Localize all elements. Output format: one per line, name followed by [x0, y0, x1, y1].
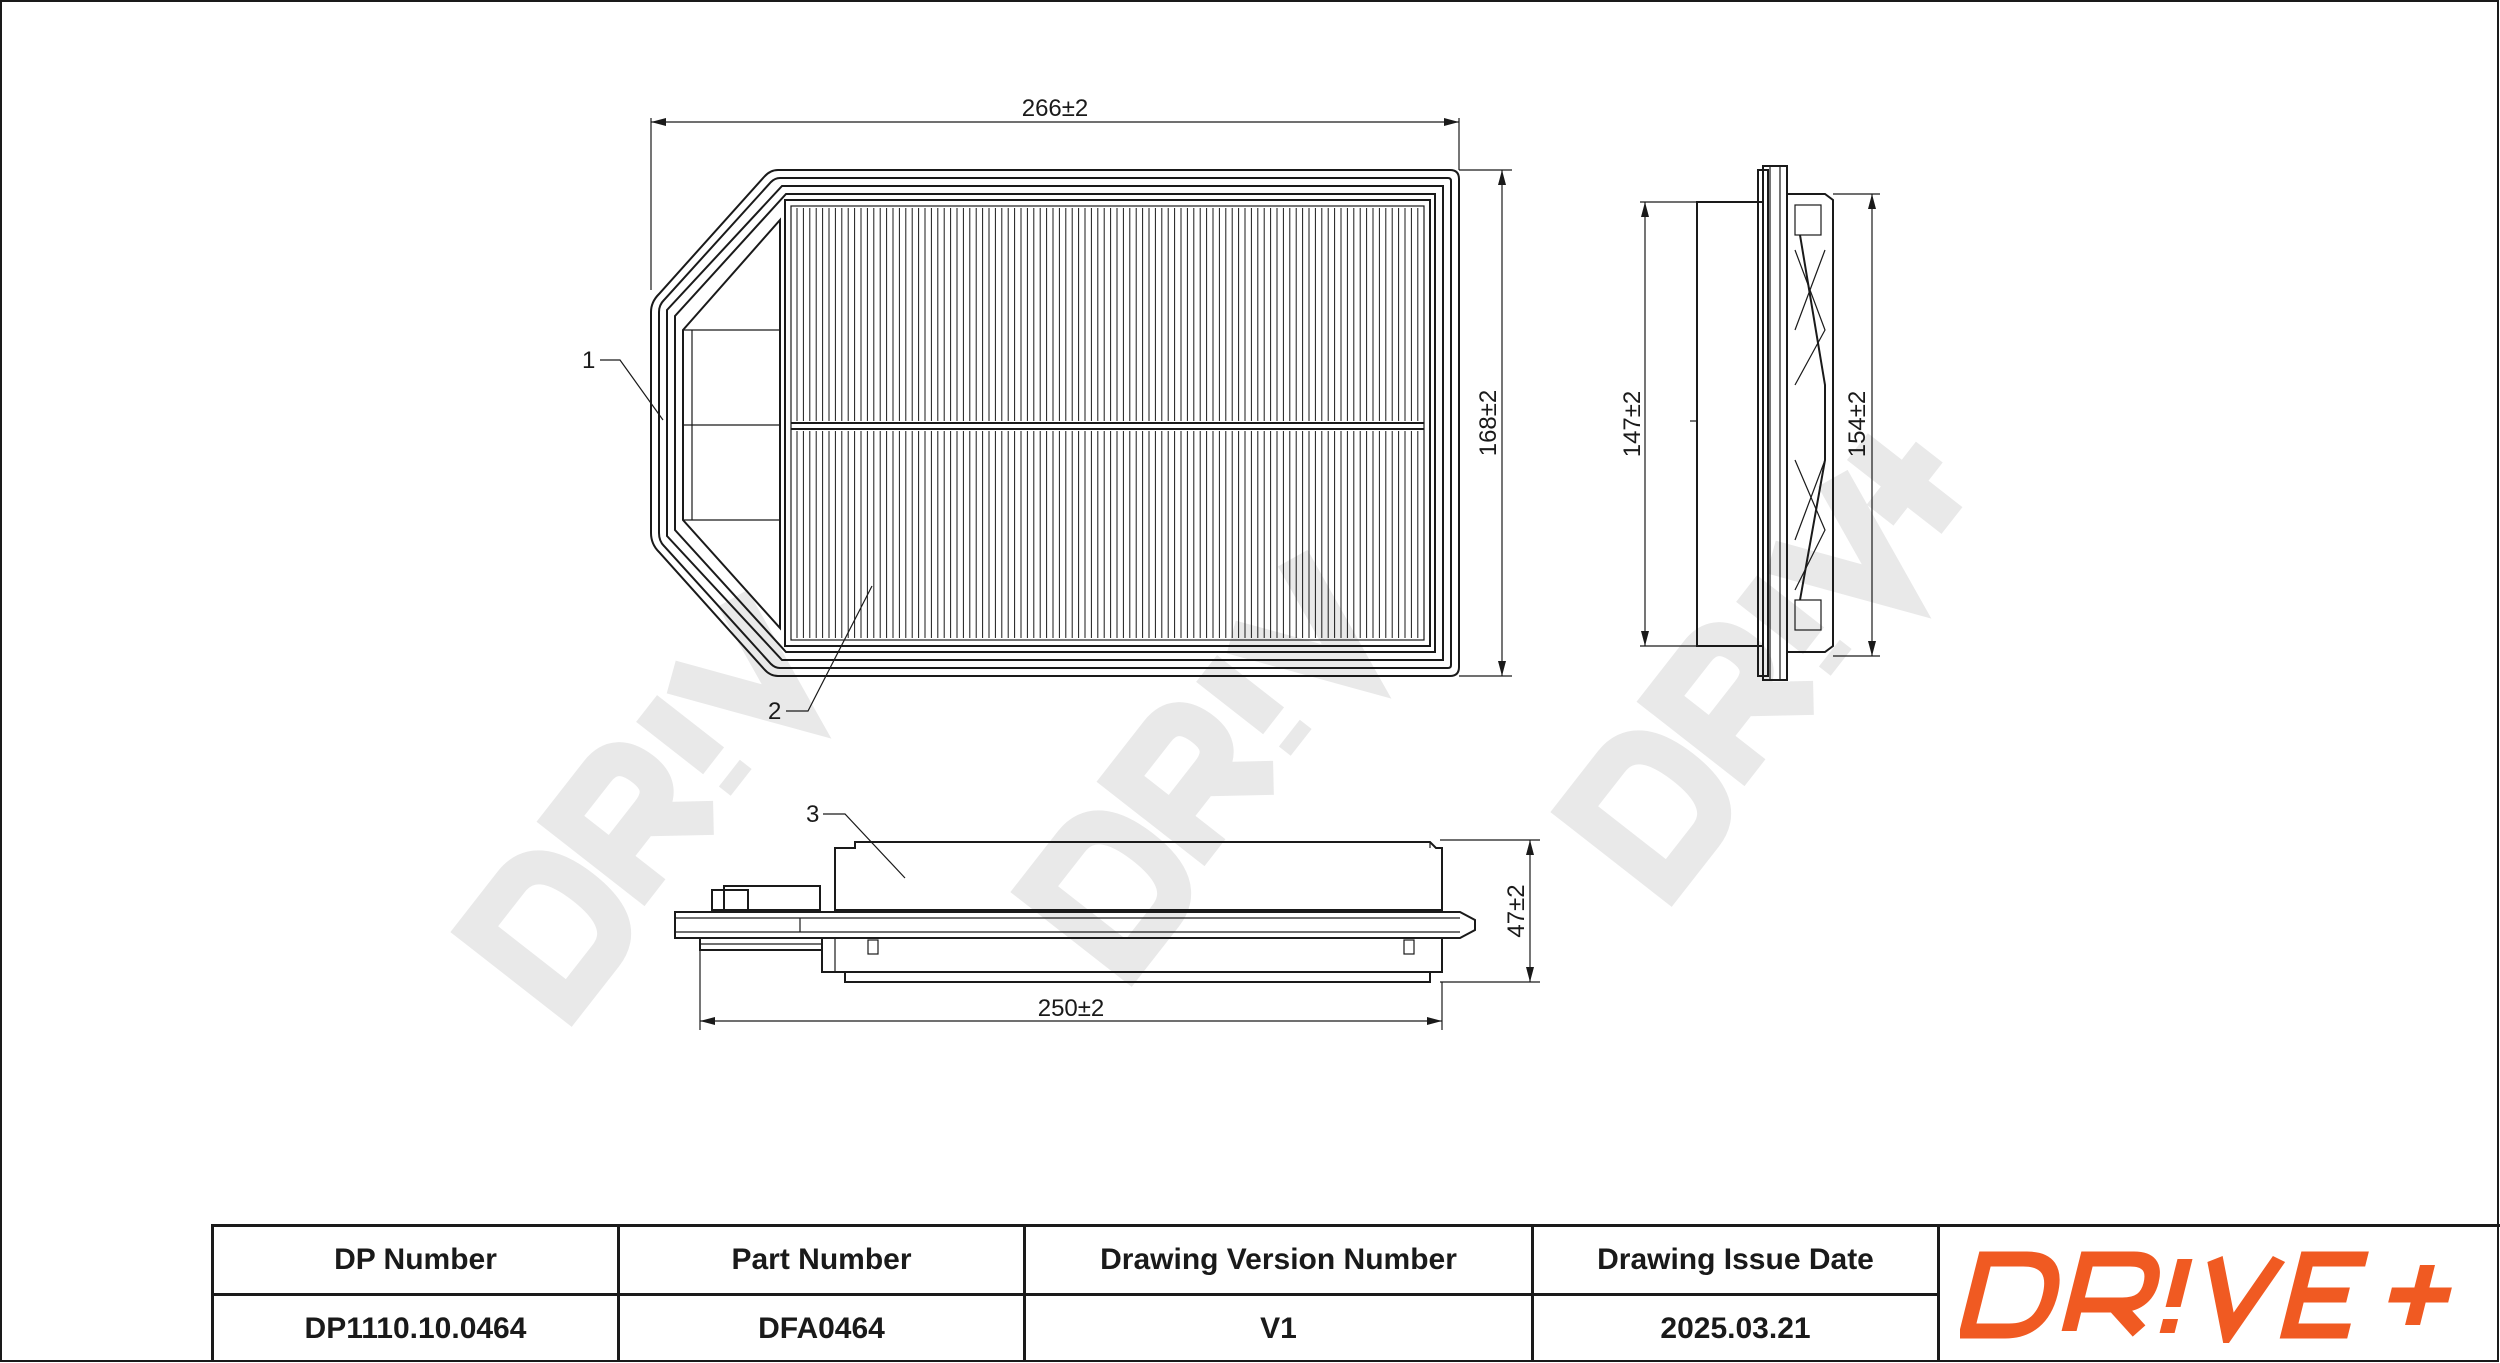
dim-side-inner: 147±2	[1619, 390, 1646, 458]
value-part-number: DFA0464	[620, 1296, 1026, 1362]
dim-height-bottom: 47±2	[1503, 884, 1530, 938]
header-part-number: Part Number	[620, 1227, 1026, 1296]
title-block	[211, 1224, 2500, 1361]
dim-width-bottom: 250±2	[1037, 995, 1105, 1022]
value-dp-number: DP1110.10.0464	[214, 1296, 620, 1362]
brand-logo	[1940, 1227, 2500, 1362]
header-issue-date: Drawing Issue Date	[1534, 1227, 1940, 1296]
callout-2: 2	[768, 698, 782, 725]
dim-side-outer: 154±2	[1844, 390, 1871, 458]
callout-3: 3	[806, 801, 820, 828]
filter-top-view	[582, 95, 1512, 725]
dim-height-right: 168±2	[1475, 389, 1502, 457]
callout-1: 1	[582, 347, 596, 374]
dim-width-top: 266±2	[1021, 95, 1089, 122]
header-version: Drawing Version Number	[1026, 1227, 1534, 1296]
value-version: V1	[1026, 1296, 1534, 1362]
drive-logo	[1960, 1247, 2480, 1343]
header-dp-number: DP Number	[214, 1227, 620, 1296]
value-issue-date: 2025.03.21	[1534, 1296, 1940, 1362]
